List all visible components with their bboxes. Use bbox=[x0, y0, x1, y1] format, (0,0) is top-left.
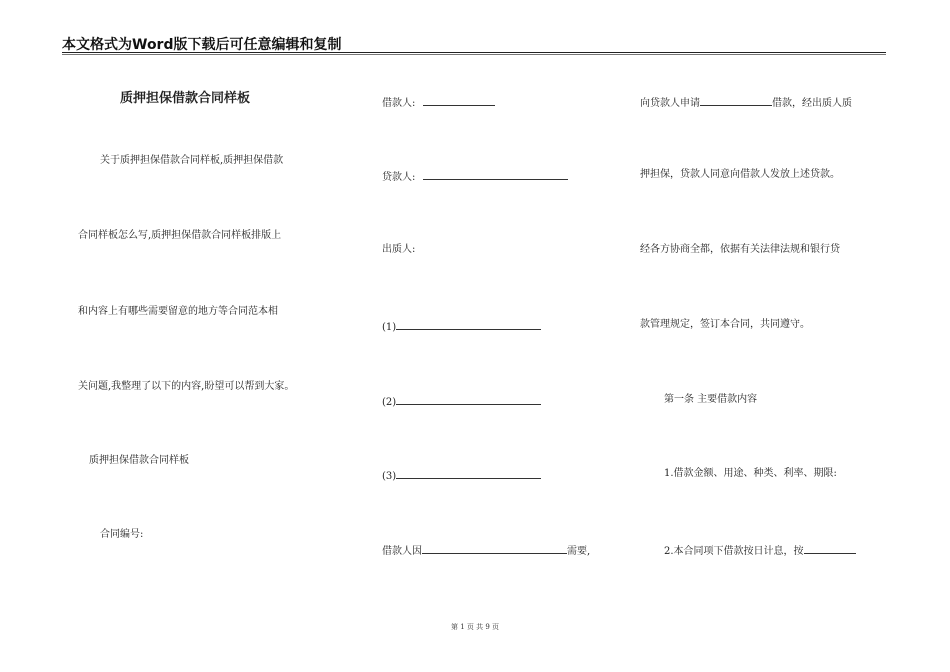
item-2-line bbox=[664, 543, 856, 558]
pledger-1-label: (1) bbox=[382, 322, 397, 333]
loan-application-prefix: 向贷款人申请 bbox=[640, 98, 700, 109]
pledger-3-label: (3) bbox=[382, 471, 397, 482]
pledger-3-blank bbox=[396, 468, 541, 479]
lender-blank bbox=[423, 169, 568, 180]
intro-line-4: 关问题,我整理了以下的内容,盼望可以帮到大家。 bbox=[78, 381, 295, 392]
pledger-label: 出质人: bbox=[382, 244, 416, 255]
borrower-need-line bbox=[382, 543, 590, 558]
borrower-need-suffix: 需要, bbox=[567, 546, 591, 557]
intro-line-1: 关于质押担保借款合同样板,质押担保借款 bbox=[100, 155, 284, 166]
page-footer: 第 1 页 共 9 页 bbox=[450, 623, 500, 631]
borrower-field bbox=[382, 95, 495, 110]
pledger-2-label: (2) bbox=[382, 397, 397, 408]
item-2: 2.本合同项下借款按日计息，按 bbox=[664, 546, 804, 557]
borrower-need-prefix: 借款人因 bbox=[382, 546, 422, 557]
contract-number-label: 合同编号: bbox=[100, 529, 144, 540]
pledger-3-field bbox=[382, 468, 541, 483]
borrower-need-blank bbox=[422, 543, 567, 554]
interest-blank bbox=[804, 543, 856, 554]
item-1: 1.借款金额、用途、种类、利率、期限: bbox=[664, 468, 837, 479]
header-rule-secondary bbox=[62, 54, 886, 55]
document-header: 本文格式为Word版下载后可任意编辑和复制 bbox=[62, 37, 342, 53]
intro-line-2: 合同样板怎么写,质押担保借款合同样板排版上 bbox=[78, 230, 282, 241]
loan-amount-blank bbox=[700, 95, 772, 106]
pledger-1-blank bbox=[396, 319, 541, 330]
intro-line-3: 和内容上有哪些需要留意的地方等合同范本相 bbox=[78, 306, 278, 317]
pledger-2-field bbox=[382, 394, 541, 409]
section-1-heading: 第一条 主要借款内容 bbox=[664, 394, 758, 405]
body-line-3: 经各方协商全都，依据有关法律法规和银行贷 bbox=[640, 244, 840, 255]
pledger-1-field bbox=[382, 319, 541, 334]
document-title: 质押担保借款合同样板 bbox=[120, 91, 251, 106]
pledger-2-blank bbox=[396, 394, 541, 405]
body-line-2: 押担保，贷款人同意向借款人发放上述贷款。 bbox=[640, 169, 840, 180]
lender-label: 贷款人: bbox=[382, 172, 416, 183]
borrower-label: 借款人: bbox=[382, 98, 416, 109]
loan-application-suffix: 借款，经出质人质 bbox=[772, 98, 852, 109]
borrower-blank bbox=[423, 95, 495, 106]
contract-subtitle: 质押担保借款合同样板 bbox=[89, 455, 189, 466]
loan-application-line bbox=[640, 95, 852, 110]
lender-field bbox=[382, 169, 568, 184]
body-line-4: 款管理规定，签订本合同，共同遵守。 bbox=[640, 319, 810, 330]
header-rule bbox=[62, 52, 886, 53]
